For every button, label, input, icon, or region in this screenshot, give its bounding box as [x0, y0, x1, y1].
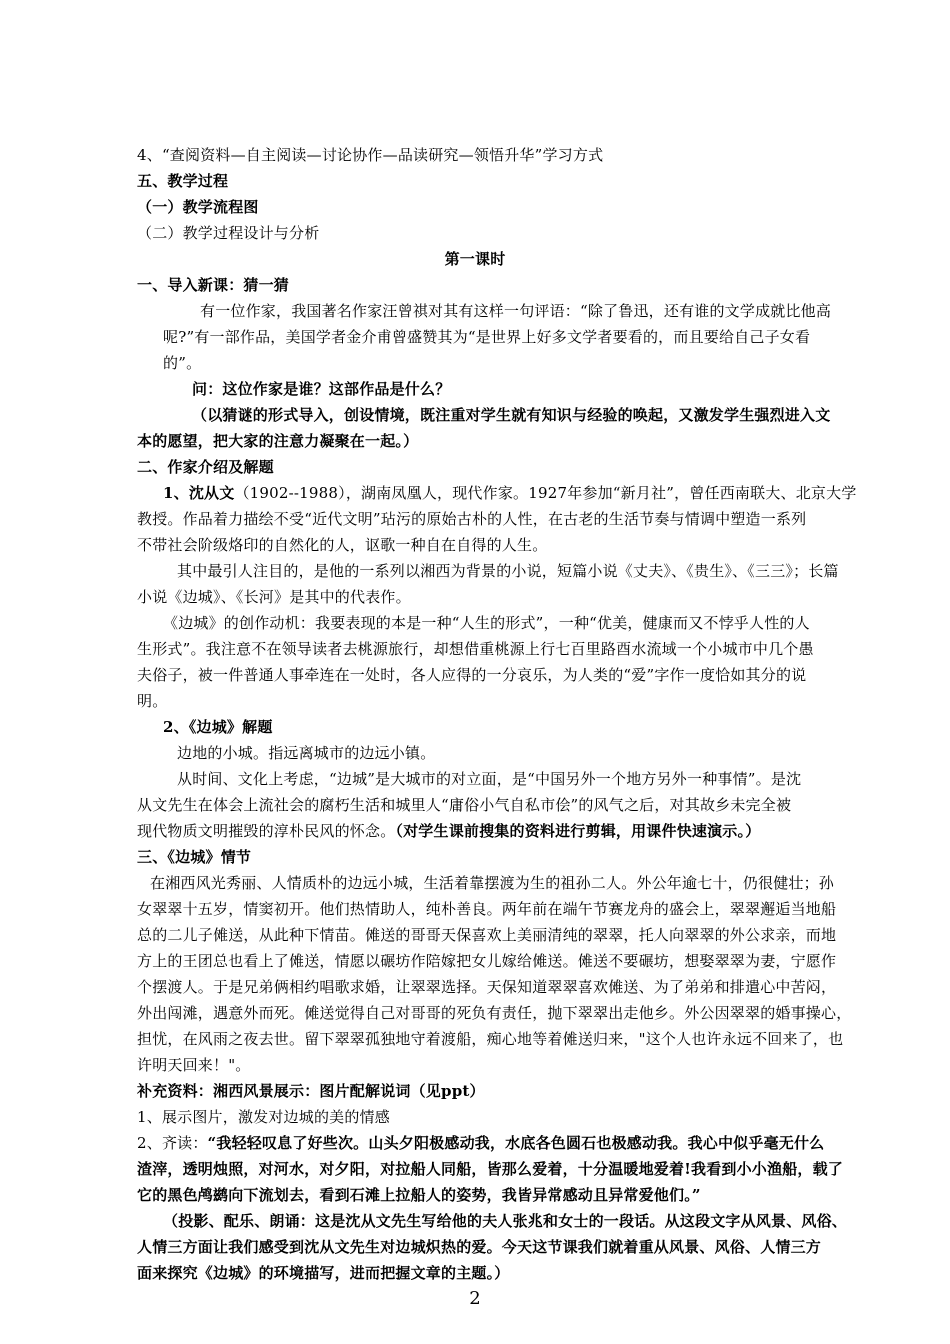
text-span: 2、齐读： — [137, 1134, 208, 1152]
text-line: 个摆渡人。于是兄弟俩相约唱歌求婚，让翠翠选择。天保知道翠翠喜欢傩送、为了弟弟和排遣心中苦闷， — [137, 978, 837, 996]
text-line: 方上的王团总也看上了傩送，情愿以碾坊作陪嫁把女儿嫁给傩送。傩送不要碾坊，想娶翠翠为妻，宁愿作 — [137, 952, 837, 970]
author-info: （1902--1988），湖南凤凰人，现代作家。1927年参加“新月社”，曾任西南联大、北京大学 — [234, 484, 857, 502]
text-line: 边地的小城。指远离城市的边远小镇。 — [177, 744, 436, 762]
note-line: 本的愿望，把大家的注意力凝聚在一起。） — [137, 432, 419, 450]
text-line: 明。 — [137, 692, 168, 710]
page-number: 2 — [469, 1288, 481, 1309]
text-line: 不带社会阶级烙印的自然化的人，讴歌一种自在自得的人生。 — [137, 536, 548, 554]
section-heading: 五、教学过程 — [137, 172, 229, 190]
text-line: 其中最引人注目的，是他的一系列以湘西为背景的小说，短篇小说《丈夫》、《贵生》、《三三》；长篇 — [177, 562, 839, 580]
text-line: 总的二儿子傩送，从此种下情苗。傩送的哥哥天保喜欢上美丽清纯的翠翠，托人向翠翠的外公求亲，而地 — [137, 926, 837, 944]
quote-line: 它的黑色鸬鹚向下流划去，看到石滩上拉船人的姿势，我皆异常感动且异常爱他们。” — [137, 1186, 701, 1204]
quote-line: 渣滓，透明烛照，对河水，对夕阳，对拉船人同船，皆那么爱着，十分温暖地爱着!我看到小小渔船，载了 — [137, 1160, 843, 1178]
note-span: （对学生课前搜集的资料进行剪辑，用课件快速演示。） — [395, 822, 761, 840]
text-line: 女翠翠十五岁，情窦初开。他们热情助人，纯朴善良。两年前在端午节赛龙舟的盛会上，翠翠邂逅当地船 — [137, 900, 837, 918]
subsection-heading: 2、《边城》解题 — [163, 718, 273, 736]
note-line: 面来探究《边城》的环境描写，进而把握文章的主题。） — [137, 1264, 510, 1282]
subsection-heading: （一）教学流程图 — [137, 198, 259, 216]
text-line: 有一位作家，我国著名作家汪曾祺对其有这样一句评语：“除了鲁迅，还有谁的文学成就比他高 — [200, 302, 832, 320]
text-line — [163, 480, 857, 506]
text-line: 4、“查阅资料—自主阅读—讨论协作—品读研究—领悟升华”学习方式 — [137, 146, 604, 164]
text-line: 从时间、文化上考虑，“边城”是大城市的对立面，是“中国另外一个地方另外一种事情”。是沈 — [177, 770, 802, 788]
text-line — [137, 1130, 824, 1156]
text-line — [137, 818, 760, 844]
section-heading: 二、作家介绍及解题 — [137, 458, 274, 476]
text-line: 《边城》的创作动机：我要表现的本是一种“人生的形式”，一种“优美，健康而又不悖乎人性的人 — [163, 614, 810, 632]
lesson-title: 第一课时 — [444, 250, 506, 268]
text-line: 外出闯滩，遇意外而死。傩送觉得自己对哥哥的死负有责任，抛下翠翠出走他乡。外公因翠翠的婚事操心， — [137, 1004, 852, 1022]
text-line: 在湘西风光秀丽、人情质朴的边远小城，生活着靠摆渡为生的祖孙二人。外公年逾七十，仍很健壮；孙 — [150, 874, 835, 892]
text-line: 的”。 — [163, 354, 202, 372]
note-line: （投影、配乐、朗诵：这是沈从文先生写给他的夫人张兆和女士的一段话。从这段文字从风景、风俗、 — [163, 1212, 848, 1230]
text-line: 小说《边城》、《长河》是其中的代表作。 — [137, 588, 411, 606]
note-line: （以猜谜的形式导入，创设情境，既注重对学生就有知识与经验的唤起，又激发学生强烈进入文 — [192, 406, 831, 424]
text-line: 生形式”。我注意不在领导读者去桃源旅行，却想借重桃源上行七百里路酉水流域一个小城市中几个愚 — [137, 640, 814, 658]
text-line: 夫俗子，被一件普通人事牵连在一处时，各人应得的一分哀乐，为人类的“爱”字作一度恰如其分的说 — [137, 666, 807, 684]
text-line: 许明天回来！"。 — [137, 1056, 251, 1074]
text-line: 教授。作品着力描绘不受“近代文明”玷污的原始古朴的人性，在古老的生活节奏与情调中塑造一系列 — [137, 510, 807, 528]
text-line: 1、展示图片，激发对边城的美的情感 — [137, 1108, 390, 1126]
quote-span: “我轻轻叹息了好些次。山头夕阳极感动我，水底各色圆石也极感动我。我心中似乎毫无什么 — [207, 1134, 825, 1152]
text-line: 从文先生在体会上流社会的腐朽生活和城里人“庸俗小气自私市侩”的风气之后，对其故乡未完全被 — [137, 796, 792, 814]
supplement-heading: 补充资料：湘西风景展示：图片配解说词（见ppt） — [137, 1082, 485, 1100]
text-line: 担忧，在风雨之夜去世。留下翠翠孤独地守着渡船，痴心地等着傩送归来，"这个人也许永远不回来了，也 — [137, 1030, 844, 1048]
section-heading: 三、《边城》情节 — [137, 848, 252, 866]
note-line: 人情三方面让我们感受到沈从文先生对边城炽热的爱。今天这节课我们就着重从风景、风俗、人情三方 — [137, 1238, 822, 1256]
question-line: 问：这位作家是谁？这部作品是什么？ — [192, 380, 451, 398]
author-name: 1、沈从文 — [163, 484, 235, 502]
subsection-heading: （二）教学过程设计与分析 — [137, 224, 320, 242]
text-line: 呢?”有一部作品，美国学者金介甫曾盛赞其为“是世界上好多文学者要看的，而且要给自己子女看 — [163, 328, 811, 346]
section-heading: 一、导入新课：猜一猜 — [137, 276, 290, 294]
text-span: 现代物质文明摧毁的淳朴民风的怀念。 — [137, 822, 396, 840]
